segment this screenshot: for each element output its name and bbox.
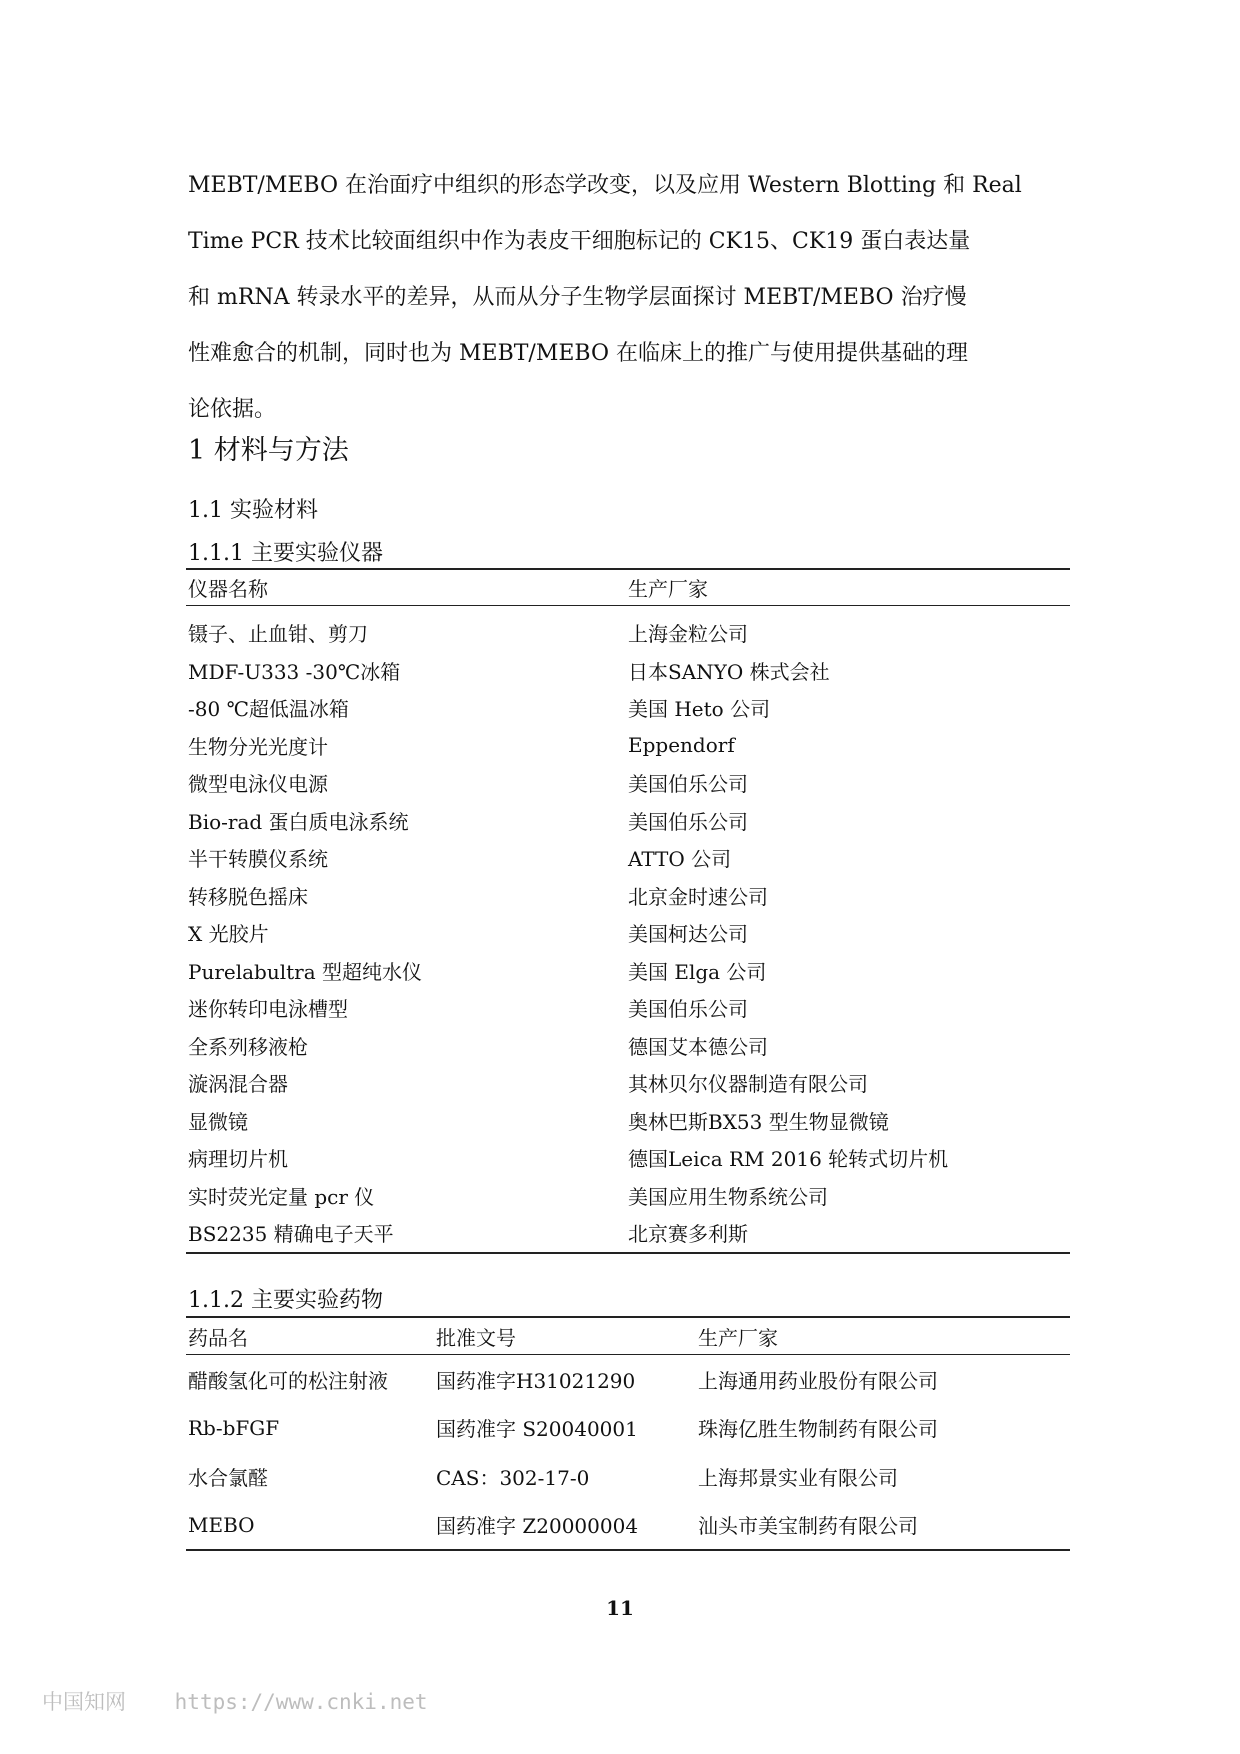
subsection-heading-materials: 1.1 实验材料	[188, 498, 318, 523]
instrument-name: 迷你转印电泳槽型	[188, 997, 348, 1022]
table-row	[186, 1452, 1070, 1501]
instrument-name: 镊子、止血钳、剪刀	[188, 622, 368, 647]
manufacturer: 北京赛多利斯	[628, 1222, 748, 1247]
cnki-url: https://www.cnki.net	[174, 1690, 428, 1714]
intro-line: 论依据。	[188, 397, 277, 422]
manufacturer: 美国应用生物系统公司	[628, 1184, 828, 1209]
page-number: 11	[606, 1596, 634, 1620]
manufacturer: 北京金时速公司	[628, 884, 768, 909]
manufacturer: 奥林巴斯BX53 型生物显微镜	[628, 1109, 889, 1134]
column-header: 药品名	[186, 1317, 434, 1355]
intro-line: 性难愈合的机制，同时也为 MEBT/MEBO 在临床上的推广与使用提供基础的理	[188, 341, 969, 366]
section-heading-materials-methods: 1 材料与方法	[188, 435, 349, 466]
table-row	[186, 606, 1070, 652]
instrument-name: 漩涡混合器	[188, 1072, 288, 1097]
table-row	[186, 839, 1070, 877]
instrument-name: 全系列移液枪	[188, 1034, 308, 1059]
intro-line: MEBT/MEBO 在治面疗中组织的形态学改变，以及应用 Western Blotting 和 Real	[188, 173, 1022, 198]
table-row	[186, 877, 1070, 915]
instruments-table	[186, 568, 1070, 1254]
table-row	[186, 914, 1070, 952]
manufacturer: 汕头市美宝制药有限公司	[698, 1514, 918, 1539]
table-row	[186, 1064, 1070, 1102]
subsection-heading-drugs: 1.1.2 主要实验药物	[188, 1288, 383, 1313]
instrument-name: 半干转膜仪系统	[188, 847, 328, 872]
approval-number: 国药准字 S20040001	[436, 1417, 638, 1442]
table-row	[186, 952, 1070, 990]
instrument-name: 病理切片机	[188, 1147, 288, 1172]
manufacturer: 日本SANYO 株式会社	[628, 659, 830, 684]
intro-line: Time PCR 技术比较面组织中作为表皮干细胞标记的 CK15、CK19 蛋白表达量	[188, 229, 971, 254]
column-header: 生产厂家	[626, 569, 1070, 606]
instrument-name: 转移脱色摇床	[188, 884, 308, 909]
table-row	[186, 802, 1070, 840]
instrument-name: 实时荧光定量 pcr 仪	[188, 1184, 375, 1209]
manufacturer: Eppendorf	[628, 733, 735, 758]
instrument-name: Purelabultra 型超纯水仪	[188, 959, 423, 984]
table-row	[186, 652, 1070, 690]
instrument-name: 生物分光光度计	[188, 734, 328, 759]
drug-name: MEBO	[188, 1512, 255, 1537]
manufacturer: 美国柯达公司	[628, 922, 748, 947]
manufacturer: 德国艾本德公司	[628, 1034, 768, 1059]
cnki-logo-text: 中国知网	[42, 1690, 126, 1714]
table-row	[186, 1214, 1070, 1253]
table-row	[186, 727, 1070, 765]
table-row	[186, 1102, 1070, 1140]
drug-name: 水合氯醛	[188, 1465, 268, 1490]
manufacturer: 上海邦景实业有限公司	[698, 1465, 898, 1490]
instrument-name: Bio-rad 蛋白质电泳系统	[188, 809, 409, 834]
instrument-name: MDF-U333 -30℃冰箱	[188, 659, 401, 684]
table-row	[186, 1027, 1070, 1065]
column-header: 仪器名称	[186, 569, 626, 606]
instrument-name: BS2235 精确电子天平	[188, 1222, 394, 1247]
manufacturer: 其林贝尔仪器制造有限公司	[628, 1072, 868, 1097]
intro-paragraph	[188, 158, 1070, 438]
manufacturer: 美国伯乐公司	[628, 772, 748, 797]
instrument-name: -80 ℃超低温冰箱	[188, 697, 349, 722]
column-header: 批准文号	[434, 1317, 696, 1355]
manufacturer: 美国 Elga 公司	[628, 959, 767, 984]
table-row	[186, 1404, 1070, 1453]
manufacturer: 上海通用药业股份有限公司	[698, 1368, 938, 1393]
cnki-watermark	[42, 1686, 428, 1716]
manufacturer: ATTO 公司	[628, 847, 732, 872]
instrument-name: 显微镜	[188, 1109, 248, 1134]
manufacturer: 美国 Heto 公司	[628, 697, 771, 722]
table-row	[186, 1177, 1070, 1215]
approval-number: 国药准字H31021290	[436, 1368, 636, 1393]
table-row	[186, 1355, 1070, 1404]
manufacturer: 珠海亿胜生物制药有限公司	[698, 1417, 938, 1442]
drug-name: 醋酸氢化可的松注射液	[188, 1368, 388, 1393]
drugs-table	[186, 1316, 1070, 1551]
subsection-heading-instruments: 1.1.1 主要实验仪器	[188, 541, 383, 566]
table-row	[186, 764, 1070, 802]
table-row	[186, 989, 1070, 1027]
manufacturer: 美国伯乐公司	[628, 997, 748, 1022]
table-header-row	[186, 569, 1070, 606]
column-header: 生产厂家	[696, 1317, 1070, 1355]
approval-number: CAS：302-17-0	[436, 1465, 590, 1490]
drug-name: Rb-bFGF	[188, 1415, 280, 1440]
intro-line: 和 mRNA 转录水平的差异，从而从分子生物学层面探讨 MEBT/MEBO 治疗慢	[188, 285, 967, 310]
manufacturer: 德国Leica RM 2016 轮转式切片机	[628, 1147, 949, 1172]
table-row	[186, 1139, 1070, 1177]
manufacturer: 美国伯乐公司	[628, 809, 748, 834]
instrument-name: X 光胶片	[188, 922, 269, 947]
table-row	[186, 689, 1070, 727]
manufacturer: 上海金粒公司	[628, 622, 748, 647]
table-row	[186, 1501, 1070, 1551]
instrument-name: 微型电泳仪电源	[188, 772, 328, 797]
approval-number: 国药准字 Z20000004	[436, 1514, 639, 1539]
table-header-row	[186, 1317, 1070, 1355]
